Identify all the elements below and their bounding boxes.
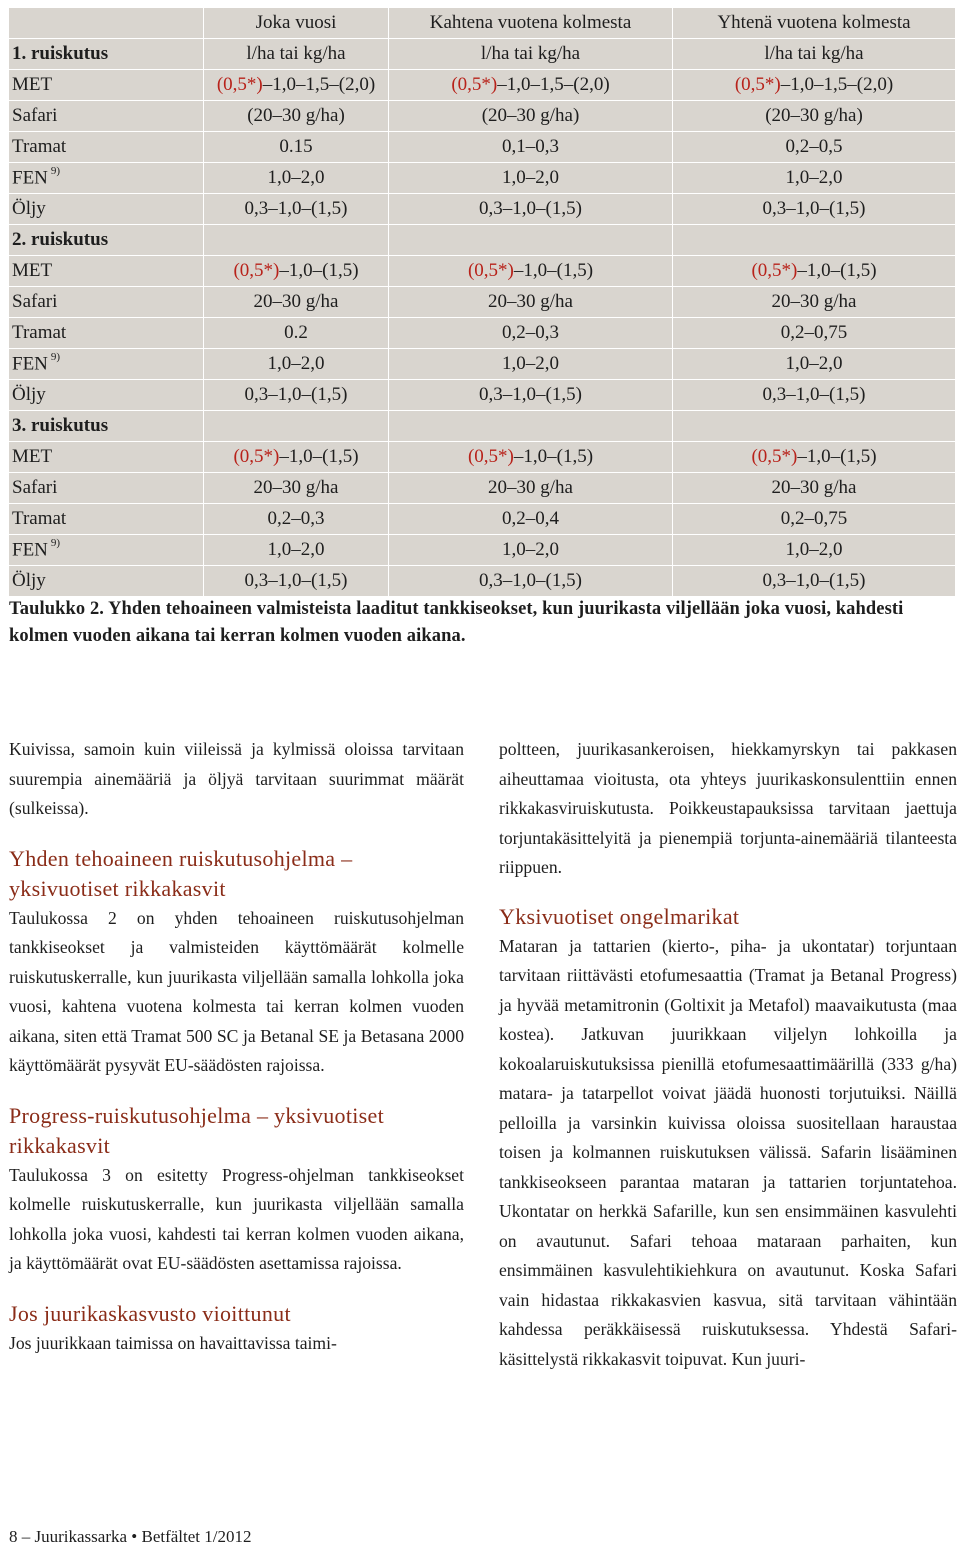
dose-value: 0,3–1,0–(1,5) [479, 570, 582, 591]
section-row [9, 39, 956, 70]
dose-value: 1,0–2,0 [785, 539, 843, 560]
dose-value: 0,2–0,4 [502, 508, 559, 529]
value-cell [204, 473, 389, 504]
section-title: 3. ruiskutus [9, 411, 204, 442]
dose-value: 20–30 g/ha [771, 291, 857, 312]
value-cell [389, 442, 673, 473]
table-row [9, 318, 956, 349]
table-row [9, 256, 956, 287]
section-heading-single-active: Yhden tehoaineen ruiskutusohjelma – yksivuotiset rikkakasvit [9, 845, 353, 901]
dose-value: 1,0–2,0 [785, 167, 843, 188]
unit-cell: l/ha tai kg/ha [673, 39, 956, 70]
row-label [9, 349, 204, 380]
section-body-problem-weeds: Mataran ja tattarien (kierto-, piha- ja ukontatar) torjuntaan tarvitaan riittävästi etofumesaattia (Tramat ja Betanal Progress) ja hyvää metamitronin (Goltixit ja Metafol) maavaikutusta (maa kostea). Jatkuvan juurikkaan viljelyn lohkoilla ja kokoalaruiskutuksissa pienillä etofumesaattimäärillä (333 g/ha) matara- ja tatarpellot voivat jäädä huonosti torjutuiksi. Näillä pelloilla ja varsinkin kuivissa oloissa suositellaan haraustaa toisen ja kolmannen ruiskutuksen välissä. Safarin lisääminen tankkiseokseen parantaa mataran ja tattarien torjuntatehoa. Ukontatar on herkkä Safarille, kun sen ensimmäinen kasvulehti on avautunut. Safari tehoaa mataraan parhaiten, kun ensimmäinen kasvulehtikiehkura on avautunut. Koska Safari vain hidastaa rikkakasvien kasvua, sitä tarvitaan vähintään kahdessa peräkkäisessä ruiskutuksessa. Yhdestä Safari-käsittelystä rikkakasvit toipuvat. Kun juuri- [499, 935, 957, 1369]
intro-paragraph: Kuivissa, samoin kuin viileissä ja kylmissä oloissa tarvitaan suurempia ainemääriä ja öljyä tarvitaan suurimmat määrät (sulkeissa). [9, 739, 464, 818]
value-cell [673, 535, 956, 566]
table-row [9, 287, 956, 318]
reduced-dose-value: (0,5*) [467, 446, 514, 467]
dose-value: 0,2–0,5 [785, 136, 843, 157]
row-label-text: Safari [12, 291, 58, 312]
row-label-text: Tramat [12, 322, 67, 343]
value-cell [204, 566, 389, 597]
row-label-text: FEN [12, 539, 48, 561]
dose-value: 0,3–1,0–(1,5) [762, 198, 866, 219]
section-row [9, 225, 956, 256]
value-cell [204, 504, 389, 535]
unit-cell: l/ha tai kg/ha [204, 39, 389, 70]
section-heading-progress: Progress-ruiskutusohjelma – yksivuotiset rikkakasvit [9, 1102, 384, 1158]
value-cell [673, 442, 956, 473]
unit-cell: l/ha tai kg/ha [389, 39, 673, 70]
value-cell [389, 473, 673, 504]
value-cell [673, 318, 956, 349]
dose-value: (20–30 g/ha) [481, 105, 580, 126]
row-label [9, 70, 204, 101]
value-cell [673, 349, 956, 380]
table-row [9, 163, 956, 194]
footnote-ref: 9) [50, 350, 61, 363]
value-cell [389, 101, 673, 132]
section-title: 1. ruiskutus [9, 39, 204, 70]
reduced-dose-value: (0,5*) [233, 446, 280, 467]
dose-value: 0.2 [284, 322, 308, 343]
value-cell [204, 194, 389, 225]
row-label [9, 318, 204, 349]
row-label-text: Öljy [12, 198, 46, 219]
value-cell [389, 566, 673, 597]
dose-value: 0,3–1,0–(1,5) [479, 384, 582, 405]
row-label-text: Safari [12, 105, 58, 126]
row-label-text: Safari [12, 477, 58, 498]
value-cell [673, 473, 956, 504]
value-cell [389, 504, 673, 535]
table-row [9, 132, 956, 163]
value-cell [673, 256, 956, 287]
value-cell [204, 349, 389, 380]
section-heading-problem-weeds: Yksivuotiset ongelmarikat [499, 903, 740, 929]
value-cell [673, 380, 956, 411]
dose-value: –1,0–(1,5) [279, 446, 359, 467]
dose-value: 20–30 g/ha [488, 291, 573, 312]
dose-value: 0,3–1,0–(1,5) [762, 570, 866, 591]
dose-value: 1,0–2,0 [502, 167, 559, 188]
dose-value: 1,0–2,0 [785, 353, 843, 374]
right-column [499, 735, 957, 1374]
value-cell [673, 194, 956, 225]
dose-value: 20–30 g/ha [253, 477, 339, 498]
table-row [9, 194, 956, 225]
row-label-text: Öljy [12, 384, 46, 405]
dose-value: 20–30 g/ha [253, 291, 339, 312]
dose-value: –1,0–1,5–(2,0) [497, 74, 610, 95]
section-title: 2. ruiskutus [9, 225, 204, 256]
value-cell [389, 287, 673, 318]
page-footer: 8 – Juurikassarka • Betfältet 1/2012 [9, 1527, 252, 1546]
row-label [9, 380, 204, 411]
column-header: Joka vuosi [204, 8, 389, 39]
unit-cell [673, 225, 956, 256]
value-cell [389, 163, 673, 194]
row-label-text: MET [12, 74, 53, 95]
row-label-text: Tramat [12, 508, 67, 529]
value-cell [204, 163, 389, 194]
row-label [9, 566, 204, 597]
unit-cell [673, 411, 956, 442]
dose-value: 0,3–1,0–(1,5) [479, 198, 582, 219]
dose-value: –1,0–(1,5) [513, 446, 594, 467]
dose-value: 0,3–1,0–(1,5) [244, 570, 348, 591]
dose-value: 20–30 g/ha [488, 477, 573, 498]
table-row [9, 380, 956, 411]
section-body-single-active: Taulukossa 2 on yhden tehoaineen ruiskutusohjelman tankkiseokset ja valmisteiden käyttömäärät kolmelle ruiskutuskerralle, kun juurikasta viljellään samalla lohkolla joka vuosi, kahtena vuotena kolmesta tai kerran kolmen vuoden aikana, siten että Tramat 500 SC ja Betanal SE ja Betasana 2000 käyttömäärät pysyvät EU-säädösten rajoissa. [9, 907, 464, 1075]
dose-value: (20–30 g/ha) [247, 105, 345, 126]
dose-value: 1,0–2,0 [267, 539, 325, 560]
section-body-damaged-crop: Jos juurikkaan taimissa on havaittavissa taimi- [9, 1332, 337, 1353]
table-row [9, 535, 956, 566]
value-cell [204, 380, 389, 411]
value-cell [389, 256, 673, 287]
reduced-dose-value: (0,5*) [734, 74, 781, 95]
value-cell [204, 535, 389, 566]
value-cell [673, 287, 956, 318]
row-label-text: FEN [12, 167, 48, 189]
reduced-dose-value: (0,5*) [751, 446, 798, 467]
dose-value: 0,3–1,0–(1,5) [244, 198, 348, 219]
value-cell [204, 70, 389, 101]
table-row [9, 473, 956, 504]
column-header: Kahtena vuotena kolmesta [389, 8, 673, 39]
value-cell [389, 349, 673, 380]
value-cell [673, 132, 956, 163]
dose-value: 0,2–0,75 [780, 322, 848, 343]
dose-value: –1,0–(1,5) [279, 260, 359, 281]
section-heading-damaged-crop: Jos juurikaskasvusto vioittunut [9, 1300, 291, 1326]
value-cell [389, 194, 673, 225]
footnote-ref: 9) [50, 164, 61, 177]
section-body-progress: Taulukossa 3 on esitetty Progress-ohjelman tankkiseokset kolmelle ruiskutuskerralle, kun juurikasta viljellään samalla lohkolla joka vuosi, kahdesti tai kerran kolmen vuoden aikana, ja käyttömäärät ovat EU-säädösten asettamissa rajoissa. [9, 1164, 464, 1273]
value-cell [389, 70, 673, 101]
left-column [9, 735, 464, 1358]
dose-value: –1,0–(1,5) [513, 260, 594, 281]
value-cell [204, 318, 389, 349]
unit-cell [389, 225, 673, 256]
dose-value: 0.15 [279, 136, 313, 157]
value-cell [204, 256, 389, 287]
value-cell [204, 101, 389, 132]
reduced-dose-value: (0,5*) [451, 74, 498, 95]
row-label-text: MET [12, 446, 53, 467]
row-label [9, 287, 204, 318]
section-row [9, 411, 956, 442]
dose-value: 1,0–2,0 [267, 353, 325, 374]
row-label [9, 101, 204, 132]
row-label [9, 473, 204, 504]
reduced-dose-value: (0,5*) [216, 74, 263, 95]
row-label-text: Öljy [12, 570, 46, 591]
dose-value: 1,0–2,0 [502, 353, 559, 374]
value-cell [673, 566, 956, 597]
unit-cell [389, 411, 673, 442]
reduced-dose-value: (0,5*) [751, 260, 798, 281]
table-header-row [9, 8, 956, 39]
dose-value: 20–30 g/ha [771, 477, 857, 498]
value-cell [204, 132, 389, 163]
table-row [9, 504, 956, 535]
table-row [9, 349, 956, 380]
dose-value: –1,0–(1,5) [797, 446, 877, 467]
row-label [9, 535, 204, 566]
table-row [9, 566, 956, 597]
row-label [9, 132, 204, 163]
value-cell [389, 132, 673, 163]
dose-value: –1,0–(1,5) [797, 260, 877, 281]
dosage-table [8, 7, 956, 597]
dose-value: –1,0–1,5–(2,0) [780, 74, 894, 95]
row-label [9, 256, 204, 287]
dose-value: 1,0–2,0 [502, 539, 559, 560]
row-label [9, 442, 204, 473]
value-cell [673, 101, 956, 132]
footnote-ref: 9) [50, 536, 61, 549]
column-header: Yhtenä vuotena kolmesta [673, 8, 956, 39]
dose-value: 0,2–0,75 [780, 508, 848, 529]
row-label-text: MET [12, 260, 53, 281]
reduced-dose-value: (0,5*) [233, 260, 280, 281]
value-cell [673, 504, 956, 535]
row-label [9, 194, 204, 225]
row-label [9, 504, 204, 535]
value-cell [204, 442, 389, 473]
value-cell [204, 287, 389, 318]
continued-paragraph: poltteen, juurikasankeroisen, hiekkamyrskyn tai pakkasen aiheuttamaa vioitusta, ota yhteys juurikaskonsulenttiin ennen rikkakasviruiskutusta. Poikkeustapauksissa tarvitaan jaettuja torjuntakäsittelyitä ja pienempiä torjunta-ainemääriä tilanteesta riippuen. [499, 739, 957, 877]
table-caption: Taulukko 2. Yhden tehoaineen valmisteista laaditut tankkiseokset, kun juurikasta viljellään joka vuosi, kahdesti kolmen vuoden aikana tai kerran kolmen vuoden aikana. [9, 599, 904, 646]
dose-value: 0,3–1,0–(1,5) [762, 384, 866, 405]
table-row [9, 101, 956, 132]
dose-value: (20–30 g/ha) [765, 105, 863, 126]
value-cell [673, 163, 956, 194]
value-cell [673, 70, 956, 101]
unit-cell [204, 225, 389, 256]
value-cell [389, 380, 673, 411]
dose-value: 0,1–0,3 [502, 136, 559, 157]
dose-value: 0,3–1,0–(1,5) [244, 384, 348, 405]
dose-value: –1,0–1,5–(2,0) [262, 74, 376, 95]
unit-cell [204, 411, 389, 442]
dose-value: 0,2–0,3 [267, 508, 325, 529]
row-label [9, 163, 204, 194]
value-cell [389, 318, 673, 349]
row-label-text: FEN [12, 353, 48, 375]
dose-value: 0,2–0,3 [502, 322, 559, 343]
table-row [9, 442, 956, 473]
column-header [9, 8, 204, 39]
table-row [9, 70, 956, 101]
row-label-text: Tramat [12, 136, 67, 157]
reduced-dose-value: (0,5*) [467, 260, 514, 281]
value-cell [389, 535, 673, 566]
dose-value: 1,0–2,0 [267, 167, 325, 188]
